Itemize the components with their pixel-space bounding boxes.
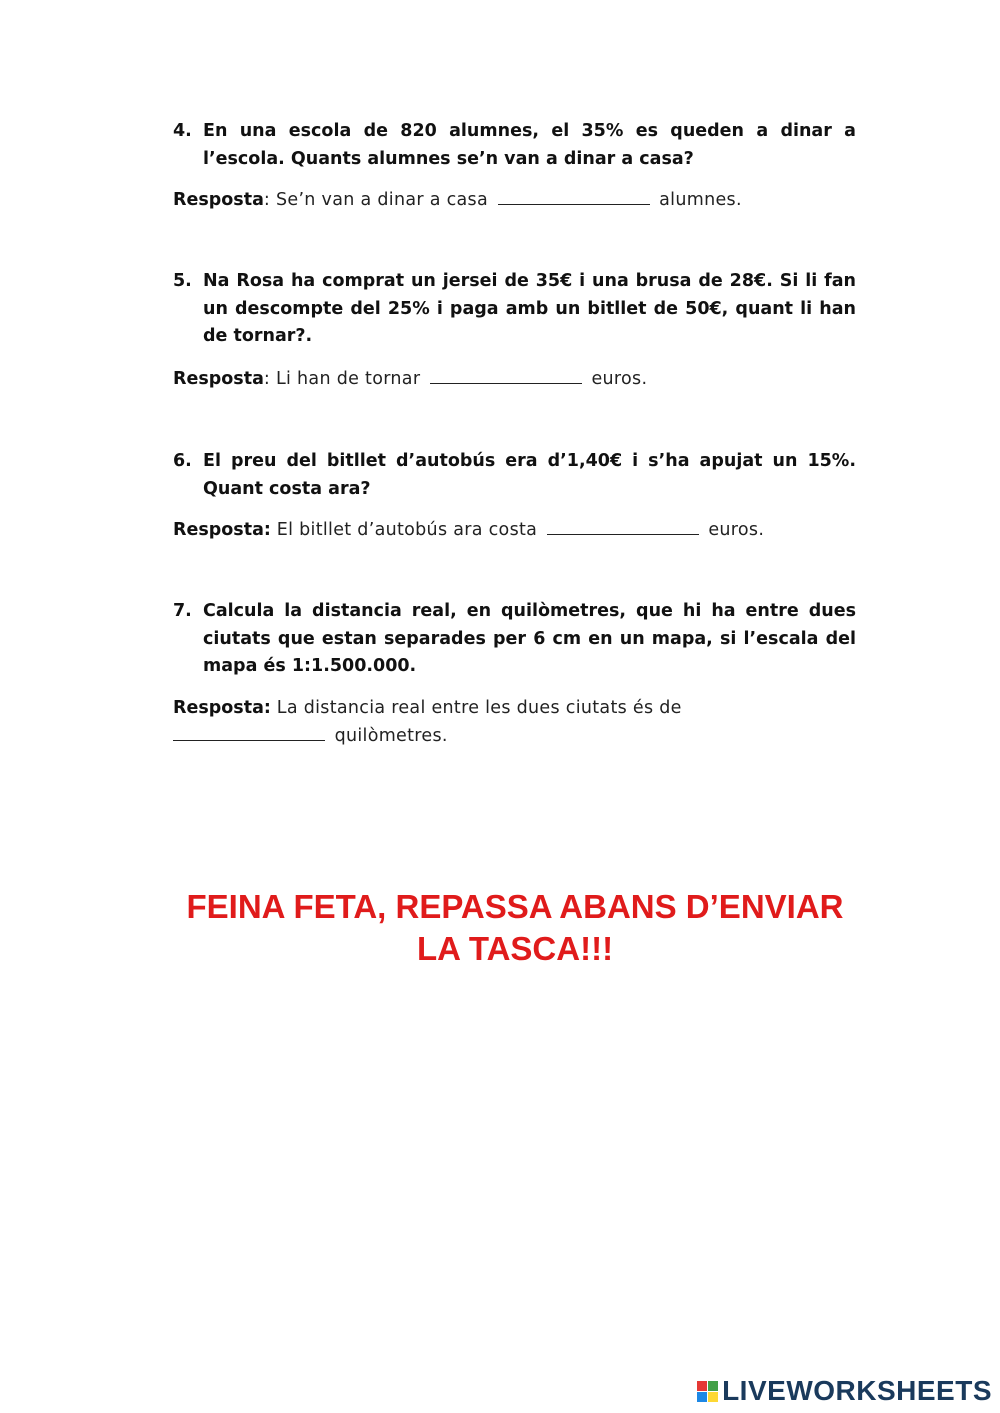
answer-blank[interactable] [547,534,699,535]
answer-suffix: quilòmetres. [334,726,448,746]
answer-label: Resposta [173,369,264,389]
answer-prefix: : Li han de tornar [263,369,421,389]
logo-square [697,1381,707,1391]
answer-blank[interactable] [498,204,650,205]
problem-5-statement [173,268,856,351]
answer-blank[interactable] [430,383,582,384]
problem-text: Na Rosa ha comprat un jersei de 35€ i una brusa de 28€. Si li fan un descompte del 25% i paga amb un bitllet de 50€, quant li han de tornar?. [203,271,856,346]
closing-message [140,886,890,970]
problem-6-statement [173,448,856,503]
answer-prefix: : Se’n van a dinar a casa [263,190,488,210]
answer-prefix: El bitllet d’autobús ara costa [270,520,538,540]
logo-square [708,1381,718,1391]
problem-text: Calcula la distancia real, en quilòmetres, que hi ha entre dues ciutats que estan separades per 6 cm en un mapa, si l’escala del mapa és 1:1.500.000. [203,601,856,676]
problem-text: En una escola de 820 alumnes, el 35% es queden a dinar a l’escola. Quants alumnes se’n van a dinar a casa? [203,121,856,169]
liveworksheets-brand [697,1375,992,1407]
logo-square [708,1392,718,1402]
problem-6-answer [173,516,856,544]
brand-wordmark: LIVEWORKSHEETS [722,1375,992,1406]
problem-7-statement [173,598,856,681]
answer-label: Resposta: [173,698,271,718]
answer-blank[interactable] [173,740,325,741]
answer-suffix: alumnes. [659,190,742,210]
problem-4-answer [173,186,856,214]
liveworksheets-logo-icon [697,1381,718,1402]
answer-suffix: euros. [591,369,648,389]
problem-number: 7. [173,601,192,621]
problem-5-answer [173,365,856,393]
answer-prefix: La distancia real entre les dues ciutats és de [270,698,682,718]
answer-label: Resposta [173,190,264,210]
problem-text: El preu del bitllet d’autobús era d’1,40€ i s’ha apujat un 15%. Quant costa ara? [203,451,856,499]
problem-number: 4. [173,121,192,141]
problem-4-statement [173,118,856,173]
answer-label: Resposta: [173,520,271,540]
closing-line-1: FEINA FETA, REPASSA ABANS D’ENVIAR [186,888,844,925]
problem-number: 6. [173,451,192,471]
closing-line-2: LA TASCA!!! [416,930,614,967]
problem-number: 5. [173,271,192,291]
logo-square [697,1392,707,1402]
problem-7-answer [173,694,856,750]
answer-suffix: euros. [708,520,765,540]
